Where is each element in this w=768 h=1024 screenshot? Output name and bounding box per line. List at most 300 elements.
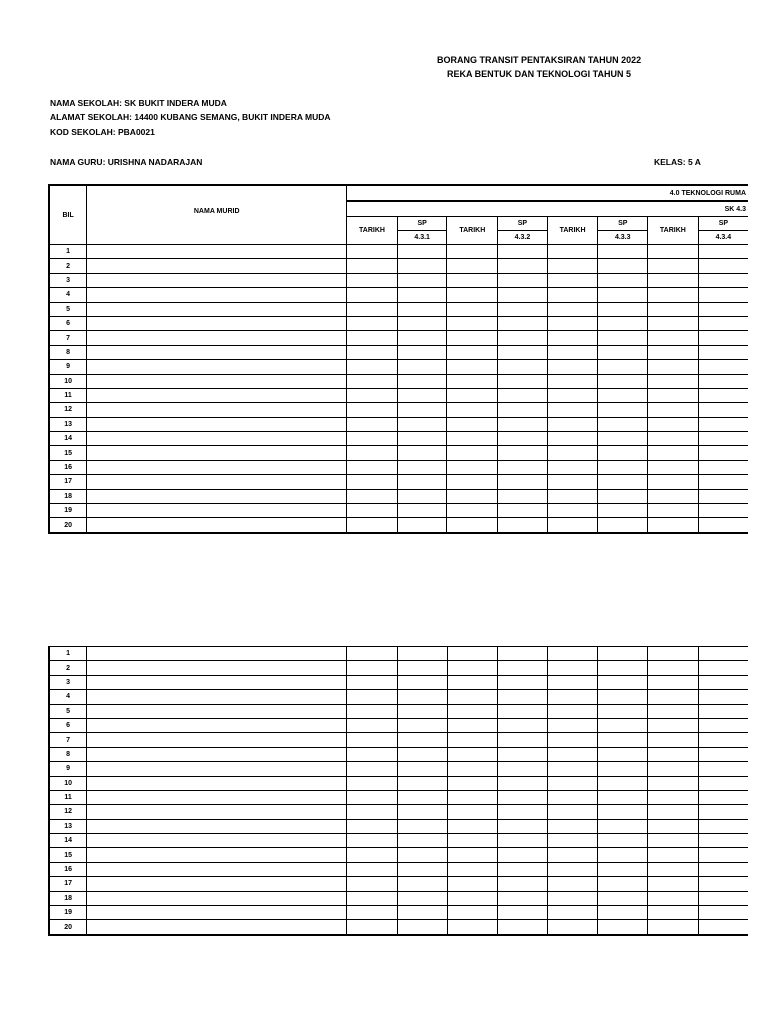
assessment-cell[interactable] [598,518,648,533]
assessment-cell[interactable] [397,273,447,287]
assessment-cell[interactable] [698,374,748,388]
assessment-cell[interactable] [347,704,398,718]
student-name-cell[interactable] [87,862,347,876]
student-name-cell[interactable] [87,704,347,718]
assessment-cell[interactable] [447,848,498,862]
assessment-cell[interactable] [447,834,498,848]
student-name-cell[interactable] [87,273,347,287]
assessment-cell[interactable] [498,776,548,790]
assessment-cell[interactable] [347,877,398,891]
assessment-cell[interactable] [347,834,398,848]
assessment-cell[interactable] [547,403,598,417]
assessment-cell[interactable] [648,374,699,388]
assessment-cell[interactable] [698,316,748,330]
assessment-cell[interactable] [547,690,598,704]
assessment-cell[interactable] [447,862,498,876]
student-name-cell[interactable] [87,661,347,675]
assessment-cell[interactable] [397,460,447,474]
assessment-cell[interactable] [598,259,648,273]
assessment-cell[interactable] [598,906,648,920]
assessment-cell[interactable] [447,675,498,689]
assessment-cell[interactable] [447,273,498,287]
student-name-cell[interactable] [87,316,347,330]
assessment-cell[interactable] [698,288,748,302]
assessment-cell[interactable] [547,675,598,689]
assessment-cell[interactable] [598,877,648,891]
assessment-cell[interactable] [347,504,398,518]
assessment-cell[interactable] [347,345,398,359]
assessment-cell[interactable] [547,388,598,402]
assessment-cell[interactable] [498,690,548,704]
assessment-cell[interactable] [347,259,398,273]
student-name-cell[interactable] [87,518,347,533]
assessment-cell[interactable] [698,747,748,761]
assessment-cell[interactable] [397,675,447,689]
assessment-cell[interactable] [648,245,699,259]
assessment-cell[interactable] [648,388,699,402]
assessment-cell[interactable] [347,518,398,533]
assessment-cell[interactable] [648,906,699,920]
student-name-cell[interactable] [87,877,347,891]
assessment-cell[interactable] [447,776,498,790]
assessment-cell[interactable] [648,790,699,804]
assessment-cell[interactable] [397,374,447,388]
assessment-cell[interactable] [347,747,398,761]
assessment-cell[interactable] [648,848,699,862]
assessment-cell[interactable] [397,906,447,920]
assessment-cell[interactable] [397,417,447,431]
assessment-cell[interactable] [648,877,699,891]
assessment-cell[interactable] [397,403,447,417]
assessment-cell[interactable] [397,776,447,790]
assessment-cell[interactable] [547,661,598,675]
assessment-cell[interactable] [698,762,748,776]
assessment-cell[interactable] [397,504,447,518]
assessment-cell[interactable] [598,805,648,819]
student-name-cell[interactable] [87,762,347,776]
assessment-cell[interactable] [648,805,699,819]
assessment-cell[interactable] [498,331,548,345]
assessment-cell[interactable] [498,446,548,460]
student-name-cell[interactable] [87,747,347,761]
assessment-cell[interactable] [447,302,498,316]
assessment-cell[interactable] [397,302,447,316]
assessment-cell[interactable] [648,446,699,460]
assessment-cell[interactable] [447,733,498,747]
assessment-cell[interactable] [498,647,548,661]
assessment-cell[interactable] [447,259,498,273]
assessment-cell[interactable] [547,273,598,287]
assessment-cell[interactable] [498,403,548,417]
assessment-cell[interactable] [547,762,598,776]
assessment-cell[interactable] [698,504,748,518]
assessment-cell[interactable] [648,302,699,316]
assessment-cell[interactable] [648,518,699,533]
assessment-cell[interactable] [698,360,748,374]
assessment-cell[interactable] [698,432,748,446]
assessment-cell[interactable] [598,733,648,747]
assessment-cell[interactable] [698,718,748,732]
assessment-cell[interactable] [598,504,648,518]
student-name-cell[interactable] [87,345,347,359]
student-name-cell[interactable] [87,790,347,804]
assessment-cell[interactable] [447,475,498,489]
assessment-cell[interactable] [347,302,398,316]
assessment-cell[interactable] [547,834,598,848]
assessment-cell[interactable] [397,345,447,359]
assessment-cell[interactable] [698,331,748,345]
assessment-cell[interactable] [347,489,398,503]
assessment-cell[interactable] [498,891,548,905]
assessment-cell[interactable] [347,403,398,417]
assessment-cell[interactable] [648,920,699,935]
assessment-cell[interactable] [498,504,548,518]
assessment-cell[interactable] [547,877,598,891]
student-name-cell[interactable] [87,718,347,732]
student-name-cell[interactable] [87,848,347,862]
assessment-cell[interactable] [347,891,398,905]
assessment-cell[interactable] [397,316,447,330]
assessment-cell[interactable] [547,374,598,388]
assessment-cell[interactable] [598,360,648,374]
student-name-cell[interactable] [87,891,347,905]
student-name-cell[interactable] [87,446,347,460]
assessment-cell[interactable] [698,790,748,804]
assessment-cell[interactable] [498,733,548,747]
assessment-cell[interactable] [648,504,699,518]
assessment-cell[interactable] [498,288,548,302]
assessment-cell[interactable] [498,345,548,359]
assessment-cell[interactable] [598,446,648,460]
student-name-cell[interactable] [87,432,347,446]
assessment-cell[interactable] [648,661,699,675]
assessment-cell[interactable] [598,675,648,689]
student-name-cell[interactable] [87,733,347,747]
assessment-cell[interactable] [698,675,748,689]
assessment-cell[interactable] [397,690,447,704]
student-name-cell[interactable] [87,403,347,417]
assessment-cell[interactable] [598,273,648,287]
assessment-cell[interactable] [347,288,398,302]
student-name-cell[interactable] [87,675,347,689]
assessment-cell[interactable] [698,647,748,661]
assessment-cell[interactable] [598,704,648,718]
assessment-cell[interactable] [498,877,548,891]
assessment-cell[interactable] [547,259,598,273]
assessment-cell[interactable] [698,877,748,891]
assessment-cell[interactable] [598,302,648,316]
assessment-cell[interactable] [347,920,398,935]
assessment-cell[interactable] [447,690,498,704]
assessment-cell[interactable] [648,776,699,790]
assessment-cell[interactable] [698,661,748,675]
assessment-cell[interactable] [447,518,498,533]
assessment-cell[interactable] [698,417,748,431]
assessment-cell[interactable] [397,805,447,819]
assessment-cell[interactable] [547,302,598,316]
assessment-cell[interactable] [598,388,648,402]
assessment-cell[interactable] [447,360,498,374]
assessment-cell[interactable] [447,906,498,920]
assessment-cell[interactable] [397,834,447,848]
assessment-cell[interactable] [698,848,748,862]
assessment-cell[interactable] [347,848,398,862]
assessment-cell[interactable] [547,906,598,920]
assessment-cell[interactable] [498,704,548,718]
assessment-cell[interactable] [498,360,548,374]
assessment-cell[interactable] [447,747,498,761]
assessment-cell[interactable] [347,360,398,374]
assessment-cell[interactable] [547,518,598,533]
assessment-cell[interactable] [447,704,498,718]
assessment-cell[interactable] [498,762,548,776]
assessment-cell[interactable] [598,489,648,503]
assessment-cell[interactable] [397,647,447,661]
assessment-cell[interactable] [397,718,447,732]
assessment-cell[interactable] [648,345,699,359]
assessment-cell[interactable] [498,460,548,474]
assessment-cell[interactable] [447,345,498,359]
assessment-cell[interactable] [547,446,598,460]
assessment-cell[interactable] [598,403,648,417]
assessment-cell[interactable] [397,360,447,374]
student-name-cell[interactable] [87,489,347,503]
assessment-cell[interactable] [397,388,447,402]
assessment-cell[interactable] [347,316,398,330]
assessment-cell[interactable] [498,273,548,287]
assessment-cell[interactable] [397,245,447,259]
assessment-cell[interactable] [648,288,699,302]
assessment-cell[interactable] [547,360,598,374]
assessment-cell[interactable] [347,862,398,876]
assessment-cell[interactable] [397,661,447,675]
student-name-cell[interactable] [87,374,347,388]
assessment-cell[interactable] [397,877,447,891]
assessment-cell[interactable] [498,417,548,431]
assessment-cell[interactable] [648,762,699,776]
assessment-cell[interactable] [547,345,598,359]
assessment-cell[interactable] [447,647,498,661]
assessment-cell[interactable] [498,747,548,761]
assessment-cell[interactable] [547,331,598,345]
assessment-cell[interactable] [347,331,398,345]
assessment-cell[interactable] [447,460,498,474]
assessment-cell[interactable] [397,518,447,533]
assessment-cell[interactable] [347,733,398,747]
assessment-cell[interactable] [598,790,648,804]
assessment-cell[interactable] [698,920,748,935]
assessment-cell[interactable] [698,704,748,718]
assessment-cell[interactable] [598,374,648,388]
assessment-cell[interactable] [598,661,648,675]
assessment-cell[interactable] [498,906,548,920]
assessment-cell[interactable] [547,475,598,489]
assessment-cell[interactable] [447,446,498,460]
assessment-cell[interactable] [698,302,748,316]
assessment-cell[interactable] [547,417,598,431]
assessment-cell[interactable] [447,877,498,891]
assessment-cell[interactable] [547,733,598,747]
assessment-cell[interactable] [498,805,548,819]
assessment-cell[interactable] [648,475,699,489]
assessment-cell[interactable] [347,245,398,259]
assessment-cell[interactable] [648,675,699,689]
assessment-cell[interactable] [347,805,398,819]
assessment-cell[interactable] [347,819,398,833]
assessment-cell[interactable] [698,776,748,790]
assessment-cell[interactable] [648,489,699,503]
student-name-cell[interactable] [87,302,347,316]
assessment-cell[interactable] [397,733,447,747]
assessment-cell[interactable] [648,690,699,704]
assessment-cell[interactable] [347,790,398,804]
assessment-cell[interactable] [547,245,598,259]
assessment-cell[interactable] [648,432,699,446]
assessment-cell[interactable] [447,288,498,302]
assessment-cell[interactable] [447,504,498,518]
assessment-cell[interactable] [598,345,648,359]
assessment-cell[interactable] [347,432,398,446]
assessment-cell[interactable] [498,489,548,503]
assessment-cell[interactable] [498,848,548,862]
assessment-cell[interactable] [598,288,648,302]
assessment-cell[interactable] [547,805,598,819]
assessment-cell[interactable] [547,862,598,876]
assessment-cell[interactable] [547,819,598,833]
assessment-cell[interactable] [447,245,498,259]
assessment-cell[interactable] [397,891,447,905]
assessment-cell[interactable] [698,891,748,905]
assessment-cell[interactable] [698,460,748,474]
assessment-cell[interactable] [397,920,447,935]
assessment-cell[interactable] [347,273,398,287]
assessment-cell[interactable] [447,417,498,431]
assessment-cell[interactable] [447,920,498,935]
assessment-cell[interactable] [547,790,598,804]
assessment-cell[interactable] [347,661,398,675]
assessment-cell[interactable] [598,776,648,790]
assessment-cell[interactable] [598,647,648,661]
assessment-cell[interactable] [698,273,748,287]
assessment-cell[interactable] [498,245,548,259]
assessment-cell[interactable] [447,489,498,503]
assessment-cell[interactable] [447,432,498,446]
assessment-cell[interactable] [347,374,398,388]
assessment-cell[interactable] [648,704,699,718]
assessment-cell[interactable] [498,661,548,675]
assessment-cell[interactable] [447,718,498,732]
assessment-cell[interactable] [698,906,748,920]
assessment-cell[interactable] [347,690,398,704]
assessment-cell[interactable] [447,661,498,675]
assessment-cell[interactable] [447,388,498,402]
assessment-cell[interactable] [648,460,699,474]
assessment-cell[interactable] [397,762,447,776]
assessment-cell[interactable] [498,259,548,273]
assessment-cell[interactable] [397,432,447,446]
assessment-cell[interactable] [397,819,447,833]
student-name-cell[interactable] [87,388,347,402]
assessment-cell[interactable] [698,862,748,876]
assessment-cell[interactable] [547,489,598,503]
assessment-cell[interactable] [397,475,447,489]
assessment-cell[interactable] [648,862,699,876]
assessment-cell[interactable] [547,316,598,330]
assessment-cell[interactable] [498,920,548,935]
assessment-cell[interactable] [698,834,748,848]
assessment-cell[interactable] [598,747,648,761]
assessment-cell[interactable] [498,675,548,689]
assessment-cell[interactable] [547,718,598,732]
assessment-cell[interactable] [498,834,548,848]
assessment-cell[interactable] [347,647,398,661]
assessment-cell[interactable] [648,834,699,848]
assessment-cell[interactable] [347,718,398,732]
assessment-cell[interactable] [648,819,699,833]
assessment-cell[interactable] [547,747,598,761]
assessment-cell[interactable] [347,417,398,431]
assessment-cell[interactable] [698,345,748,359]
assessment-cell[interactable] [648,747,699,761]
student-name-cell[interactable] [87,819,347,833]
student-name-cell[interactable] [87,259,347,273]
student-name-cell[interactable] [87,475,347,489]
assessment-cell[interactable] [397,489,447,503]
assessment-cell[interactable] [498,316,548,330]
assessment-cell[interactable] [648,417,699,431]
assessment-cell[interactable] [698,489,748,503]
assessment-cell[interactable] [397,446,447,460]
student-name-cell[interactable] [87,805,347,819]
assessment-cell[interactable] [397,331,447,345]
assessment-cell[interactable] [648,891,699,905]
assessment-cell[interactable] [498,790,548,804]
assessment-cell[interactable] [547,647,598,661]
assessment-cell[interactable] [397,790,447,804]
assessment-cell[interactable] [447,762,498,776]
assessment-cell[interactable] [498,862,548,876]
student-name-cell[interactable] [87,331,347,345]
assessment-cell[interactable] [648,647,699,661]
assessment-cell[interactable] [447,790,498,804]
assessment-cell[interactable] [598,718,648,732]
assessment-cell[interactable] [698,388,748,402]
assessment-cell[interactable] [648,403,699,417]
student-name-cell[interactable] [87,920,347,935]
assessment-cell[interactable] [598,862,648,876]
assessment-cell[interactable] [547,848,598,862]
assessment-cell[interactable] [698,733,748,747]
student-name-cell[interactable] [87,906,347,920]
assessment-cell[interactable] [447,403,498,417]
student-name-cell[interactable] [87,360,347,374]
assessment-cell[interactable] [598,475,648,489]
assessment-cell[interactable] [598,316,648,330]
assessment-cell[interactable] [598,331,648,345]
assessment-cell[interactable] [347,776,398,790]
assessment-cell[interactable] [347,460,398,474]
assessment-cell[interactable] [598,891,648,905]
student-name-cell[interactable] [87,417,347,431]
assessment-cell[interactable] [547,704,598,718]
assessment-cell[interactable] [648,316,699,330]
assessment-cell[interactable] [547,891,598,905]
assessment-cell[interactable] [397,259,447,273]
assessment-cell[interactable] [648,360,699,374]
assessment-cell[interactable] [598,417,648,431]
assessment-cell[interactable] [447,819,498,833]
assessment-cell[interactable] [547,504,598,518]
